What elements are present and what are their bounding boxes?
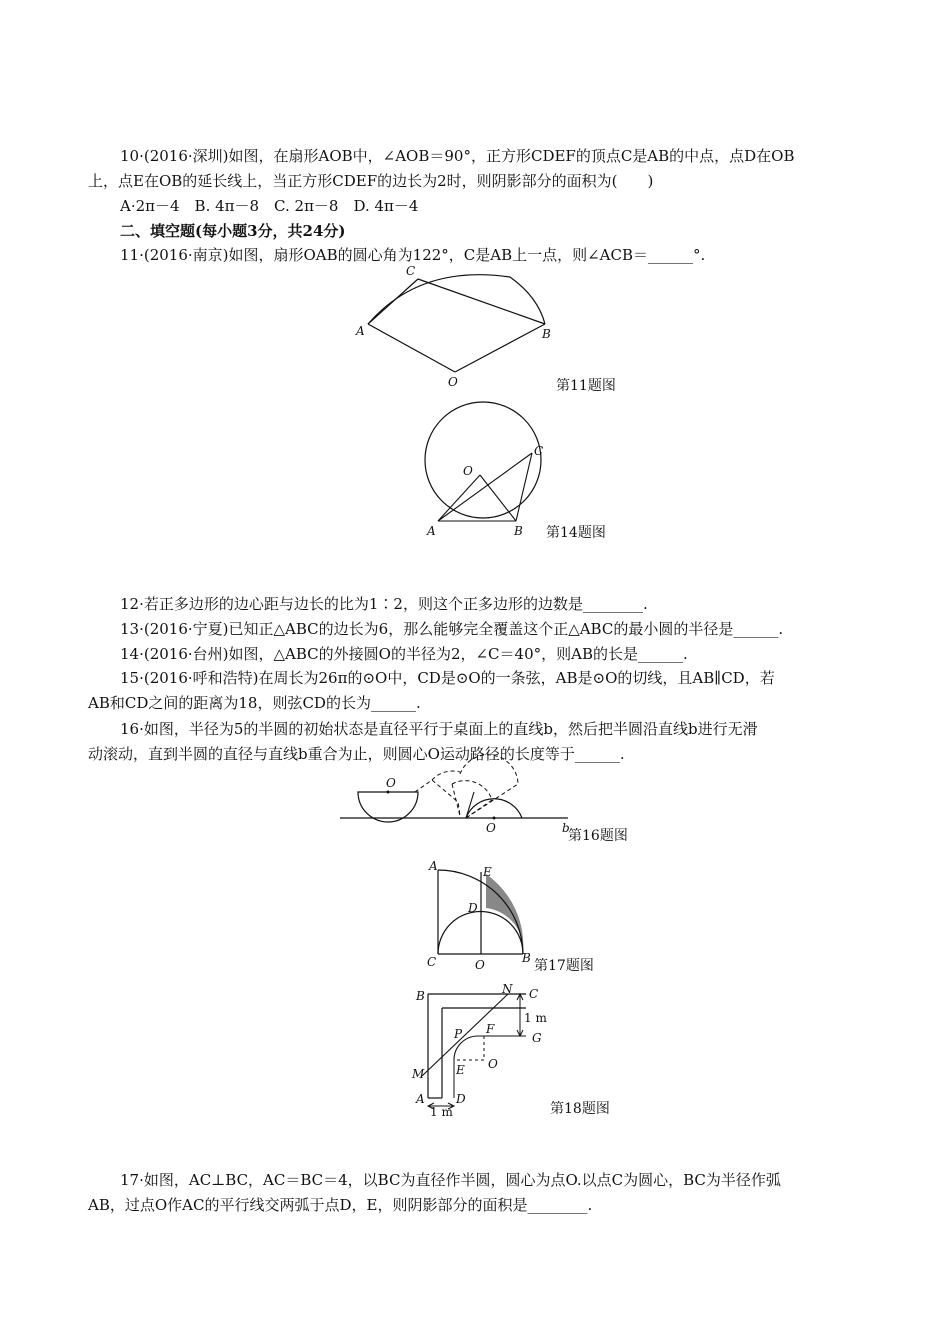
q17-line1: 17·如图，AC⊥BC，AC＝BC＝4，以BC为直径作半圆，圆心为点O.以点C为圆心，BC为半径作弧	[120, 1171, 781, 1189]
fig11-label-b: B	[542, 327, 551, 341]
fig11-caption: 第11题图	[556, 378, 616, 394]
fig18-label-n: N	[502, 982, 513, 996]
fig18-label-c: C	[529, 987, 539, 1001]
fig14-label-b: B	[514, 524, 523, 538]
fig17-label-d: D	[468, 901, 478, 915]
fig18-label-b: B	[416, 989, 425, 1003]
fig16-label-b: b	[562, 821, 570, 835]
fig18-label-e: E	[456, 1063, 465, 1077]
fig16-label-o-final: O	[486, 821, 496, 835]
q17-line2: AB，过点O作AC的平行线交两弧于点D，E，则阴影部分的面积是________.	[88, 1196, 593, 1214]
fig18-dim-horizontal: 1 m	[430, 1105, 453, 1119]
fig18-label-p: P	[454, 1027, 463, 1041]
fig14-caption: 第14题图	[546, 525, 606, 541]
fig16-caption: 第16题图	[568, 828, 628, 844]
figure-18	[408, 982, 558, 1117]
q10-line2: 上，点E在OB的延长线上，当正方形CDEF的边长为2时，则阴影部分的面积为( )	[88, 172, 654, 190]
q13-text: 13·(2016·宁夏)已知正△ABC的边长为6，那么能够完全覆盖这个正△ABC的最小圆的半径是______.	[120, 620, 784, 638]
fig17-label-e: E	[483, 865, 492, 879]
fig11-label-c: C	[406, 264, 416, 278]
fig17-label-c: C	[427, 955, 437, 969]
q15-line2: AB和CD之间的距离为18，则弦CD的长为______.	[88, 694, 421, 712]
fig18-label-o: O	[488, 1057, 498, 1071]
fig17-caption: 第17题图	[534, 958, 594, 974]
q11-text: 11·(2016·南京)如图，扇形OAB的圆心角为122°，C是AB上一点，则∠ACB＝______°.	[120, 246, 706, 264]
q16-line1: 16·如图，半径为5的半圆的初始状态是直径平行于桌面上的直线b，然后把半圆沿直线b进行无滑	[120, 720, 758, 738]
section-title-fill-in: 二、填空题(每小题3分，共24分)	[120, 222, 346, 240]
q12-text: 12·若正多边形的边心距与边长的比为1∶2，则这个正多边形的边数是________.	[120, 595, 648, 613]
figure-11	[350, 262, 570, 392]
fig18-label-g: G	[532, 1031, 542, 1045]
figure-14	[410, 395, 560, 545]
fig18-label-f: F	[486, 1022, 495, 1036]
fig14-label-c: C	[534, 444, 544, 458]
q14-text: 14·(2016·台州)如图，△ABC的外接圆O的半径为2，∠C＝40°，则AB的长是______.	[120, 645, 688, 663]
fig18-label-m: M	[412, 1067, 425, 1081]
q16-line2: 动滚动，直到半圆的直径与直线b重合为止，则圆心O运动路径的长度等于______.	[88, 745, 625, 763]
fig14-label-a: A	[427, 524, 436, 538]
q10-line1: 10·(2016·深圳)如图，在扇形AOB中，∠AOB＝90°，正方形CDEF的顶点C是AB的中点，点D在OB	[120, 147, 795, 165]
fig18-label-d: D	[456, 1092, 466, 1106]
fig17-label-a: A	[429, 859, 438, 873]
fig14-label-o: O	[463, 464, 473, 478]
fig18-dim-vertical: 1 m	[524, 1011, 547, 1025]
q10-options: A·2π－4 B. 4π－8 C. 2π－8 D. 4π－4	[120, 197, 419, 215]
figure-16	[340, 762, 580, 837]
fig17-label-b: B	[522, 951, 531, 965]
fig16-label-o-initial: O	[386, 776, 396, 790]
figure-17	[425, 856, 545, 971]
fig17-label-o: O	[475, 958, 485, 972]
q15-line1: 15·(2016·呼和浩特)在周长为26π的⊙O中，CD是⊙O的一条弦，AB是⊙O的切线，且AB∥CD，若	[120, 669, 775, 687]
fig18-caption: 第18题图	[550, 1101, 610, 1117]
fig18-label-a: A	[416, 1092, 425, 1106]
fig11-label-o: O	[448, 375, 458, 389]
fig11-label-a: A	[356, 324, 365, 338]
